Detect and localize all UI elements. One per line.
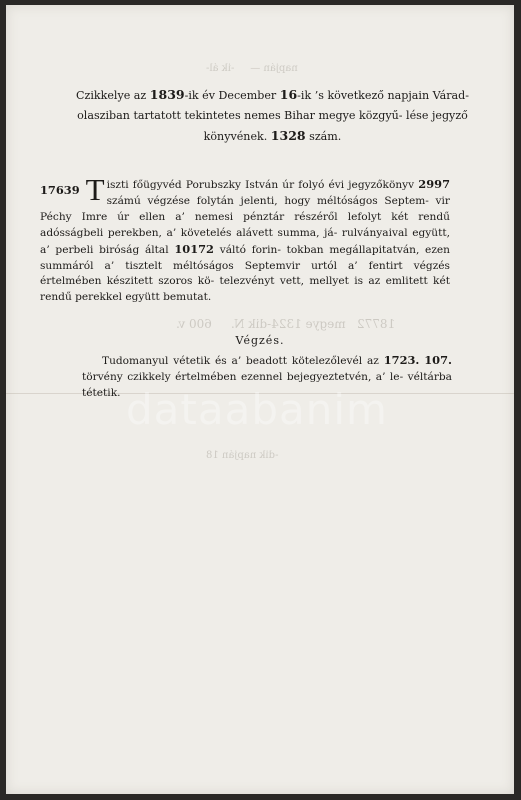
resolution-title: Végzés. bbox=[235, 334, 285, 347]
bleed-through-text: napján — -ik ál- bbox=[206, 63, 298, 74]
bleed-through-text: 18772 megye 1324-dik N. 600 v. bbox=[176, 317, 396, 331]
entry-paragraph: 17639 T iszti főügyvéd Porubszky István úr folyó évi jegyzőkönyv 2997 számú végzése folytán jelenti, hogy méltóságos Septem- vir Péchy Imre úr ellen a’ nemesi pénztár részéről lefolyt két rendű adósságbeli perekben, a’ követelés alávett summa, já- rulványaival együtt, a’ perbeli biróság által 10172 váltó forin- tokban megállapitatván, ezen summáról a’ tisztelt méltóságos Septemvir urtól a’ fentirt végzés értelmében készitett szoros kö- telezvényt vett, mellyet is az emlitett két rendű perekkel együtt bemutat. bbox=[40, 172, 451, 304]
resolution-paragraph: Tudomanyul vétetik és a’ beadott kötelezőlevél az 1723. 107. törvény czikkely értelmében ezennel bejegyeztetvén, a’ le- véltárba tétetik. bbox=[82, 353, 452, 399]
watermark: dataabanim bbox=[126, 385, 388, 434]
drop-cap: T bbox=[85, 172, 105, 207]
document-sheet bbox=[6, 5, 514, 794]
entry-number: 17639 bbox=[40, 183, 80, 197]
document-header: Czikkelye az 1839-ik év December 16-ik ’s következő napjain Várad-olasziban tartatott tekintetes nemes Bihar megye közgyű- lése jegyző könyvének. 1328 szám. bbox=[76, 87, 469, 143]
bleed-through-text: -dik napján 18 bbox=[206, 450, 279, 461]
